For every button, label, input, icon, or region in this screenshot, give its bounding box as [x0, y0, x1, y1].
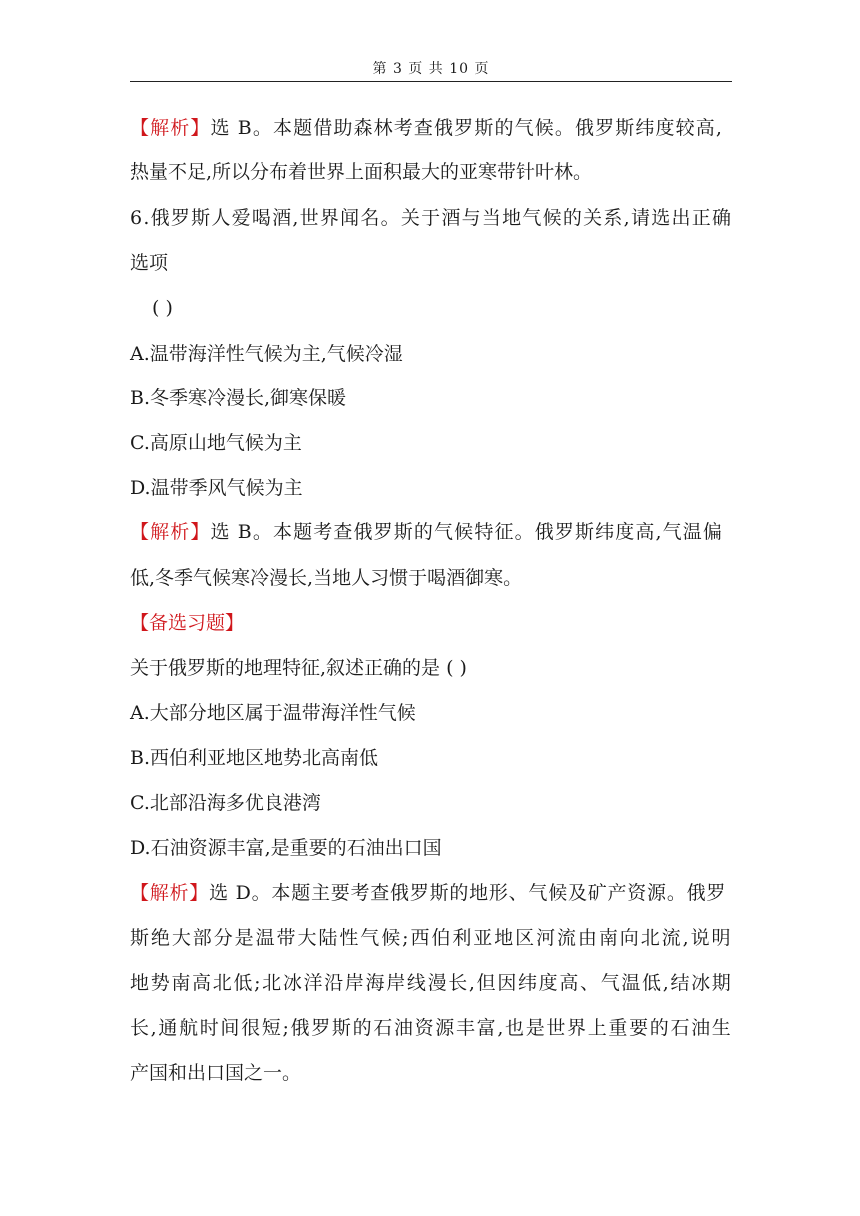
page-header: 第 3 页 共 10 页: [372, 61, 490, 77]
analysis-tag: 【解析】: [130, 882, 210, 904]
backup-question-stem: 关于俄罗斯的地理特征,叙述正确的是 ( ): [130, 657, 467, 679]
analysis-paragraph-1-line-1: [130, 114, 723, 142]
question-6-stem-line-1: 6.俄罗斯人爱喝酒,世界闻名。关于酒与当地气候的关系,请选出正确: [130, 207, 733, 229]
question-6-option-d: D.温带季风气候为主: [130, 477, 303, 499]
analysis-text: 选 D。本题主要考查俄罗斯的地形、气候及矿产资源。俄罗: [209, 882, 727, 904]
analysis-paragraph-3-line-3: 地势南高北低;北冰洋沿岸海岸线漫长,但因纬度高、气温低,结冰期: [130, 972, 733, 994]
analysis-paragraph-3-line-5: 产国和出口国之一。: [130, 1062, 302, 1084]
header-rule: [130, 81, 732, 82]
analysis-tag: 【解析】: [130, 521, 211, 543]
backup-exercise-heading: 【备选习题】: [130, 612, 245, 634]
backup-option-d: D.石油资源丰富,是重要的石油出口国: [130, 837, 442, 859]
question-6-option-c: C.高原山地气候为主: [130, 432, 302, 454]
analysis-tag: 【解析】: [130, 117, 211, 139]
backup-option-c: C.北部沿海多优良港湾: [130, 792, 321, 814]
backup-option-a: A.大部分地区属于温带海洋性气候: [130, 702, 416, 724]
analysis-paragraph-2-line-2: 低,冬季气候寒冷漫长,当地人习惯于喝酒御寒。: [130, 567, 523, 589]
analysis-paragraph-1-line-2: 热量不足,所以分布着世界上面积最大的亚寒带针叶林。: [130, 161, 593, 183]
backup-option-b: B.西伯利亚地区地势北高南低: [130, 747, 379, 769]
analysis-text: 选 B。本题考查俄罗斯的气候特征。俄罗斯纬度高,气温偏: [210, 521, 724, 543]
analysis-text: 选 B。本题借助森林考查俄罗斯的气候。俄罗斯纬度较高,: [210, 117, 724, 139]
question-6-option-a: A.温带海洋性气候为主,气候冷湿: [130, 343, 403, 365]
question-6-option-b: B.冬季寒冷漫长,御寒保暖: [130, 387, 347, 409]
question-6-answer-paren: ( ): [152, 297, 173, 319]
analysis-paragraph-3-line-2: 斯绝大部分是温带大陆性气候;西伯利亚地区河流由南向北流,说明: [130, 927, 733, 949]
analysis-paragraph-2-line-1: [130, 518, 723, 546]
analysis-paragraph-3-line-1: [130, 879, 726, 907]
question-6-stem-line-2: 选项: [130, 252, 169, 274]
analysis-paragraph-3-line-4: 长,通航时间很短;俄罗斯的石油资源丰富,也是世界上重要的石油生: [130, 1017, 733, 1039]
